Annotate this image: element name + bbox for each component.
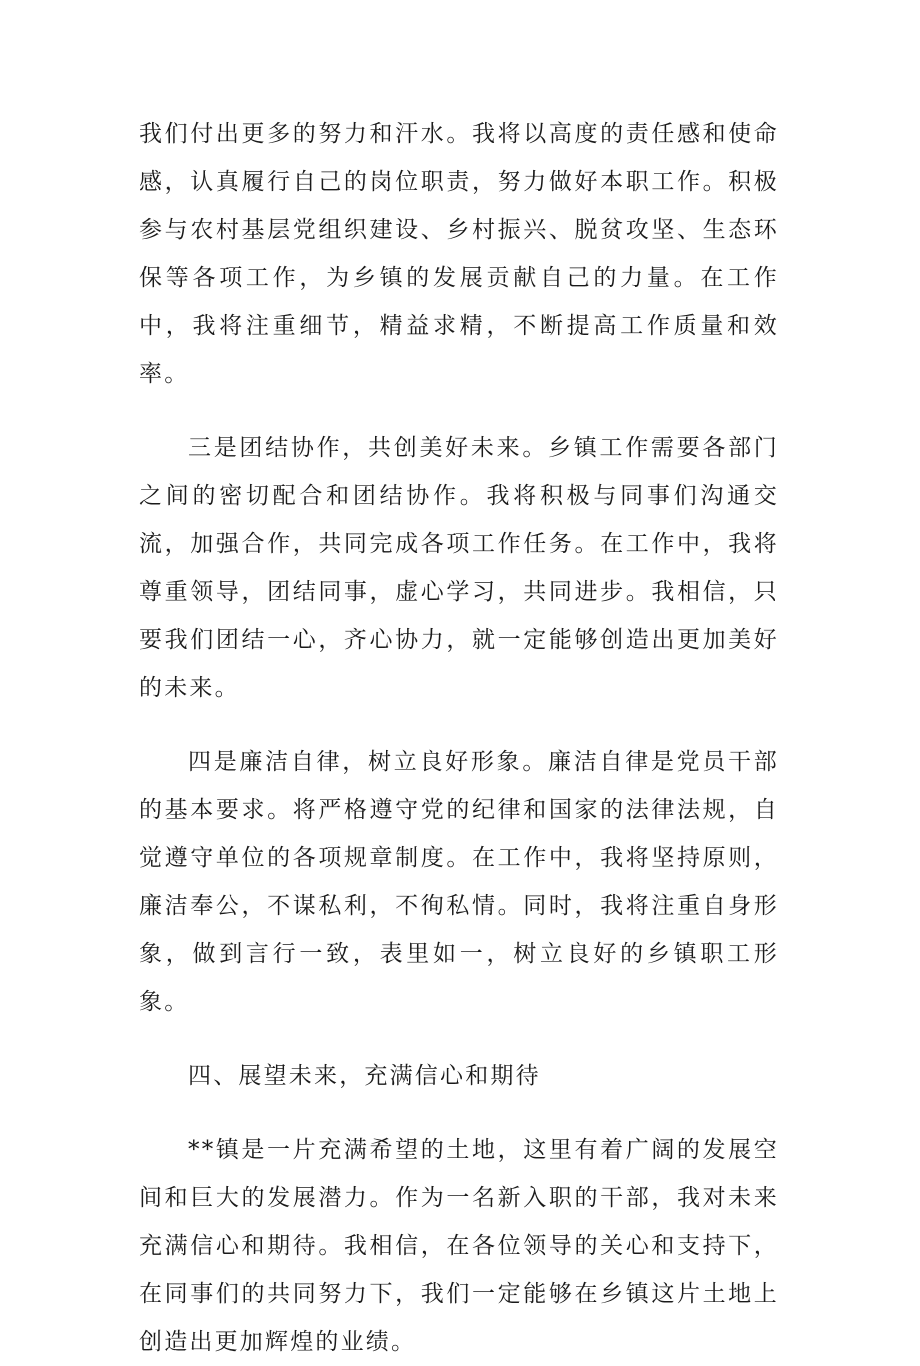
paragraph-gap	[139, 1026, 779, 1052]
paragraph-gap	[139, 1100, 779, 1126]
paragraph-outlook: **镇是一片充满希望的土地，这里有着广阔的发展空间和巨大的发展潜力。作为一名新入职的干部，我对未来充满信心和期待。我相信，在各位领导的关心和支持下，在同事们的共同努力下，我们一定能够在乡镇这片土地上创造出更加辉煌的业绩。	[139, 1137, 779, 1355]
paragraph-responsibility: 我们付出更多的努力和汗水。我将以高度的责任感和使命感，认真履行自己的岗位职责，努力做好本职工作。积极参与农村基层党组织建设、乡村振兴、脱贫攻坚、生态环保等各项工作，为乡镇的发展贡献自己的力量。在工作中，我将注重细节，精益求精，不断提高工作质量和效率。	[139, 121, 779, 387]
paragraph-gap	[139, 712, 779, 738]
document-body	[139, 110, 779, 1366]
paragraph-teamwork: 三是团结协作，共创美好未来。乡镇工作需要各部门之间的密切配合和团结协作。我将积极与同事们沟通交流，加强合作，共同完成各项工作任务。在工作中，我将尊重领导，团结同事，虚心学习，共同进步。我相信，只要我们团结一心，齐心协力，就一定能够创造出更加美好的未来。	[139, 435, 779, 701]
paragraph-integrity: 四是廉洁自律，树立良好形象。廉洁自律是党员干部的基本要求。将严格遵守党的纪律和国家的法律法规，自觉遵守单位的各项规章制度。在工作中，我将坚持原则，廉洁奉公，不谋私利，不徇私情。同时，我将注重自身形象，做到言行一致，表里如一，树立良好的乡镇职工形象。	[139, 749, 779, 1015]
paragraph-gap	[139, 398, 779, 424]
section-heading-outlook: 四、展望未来，充满信心和期待	[188, 1063, 541, 1089]
